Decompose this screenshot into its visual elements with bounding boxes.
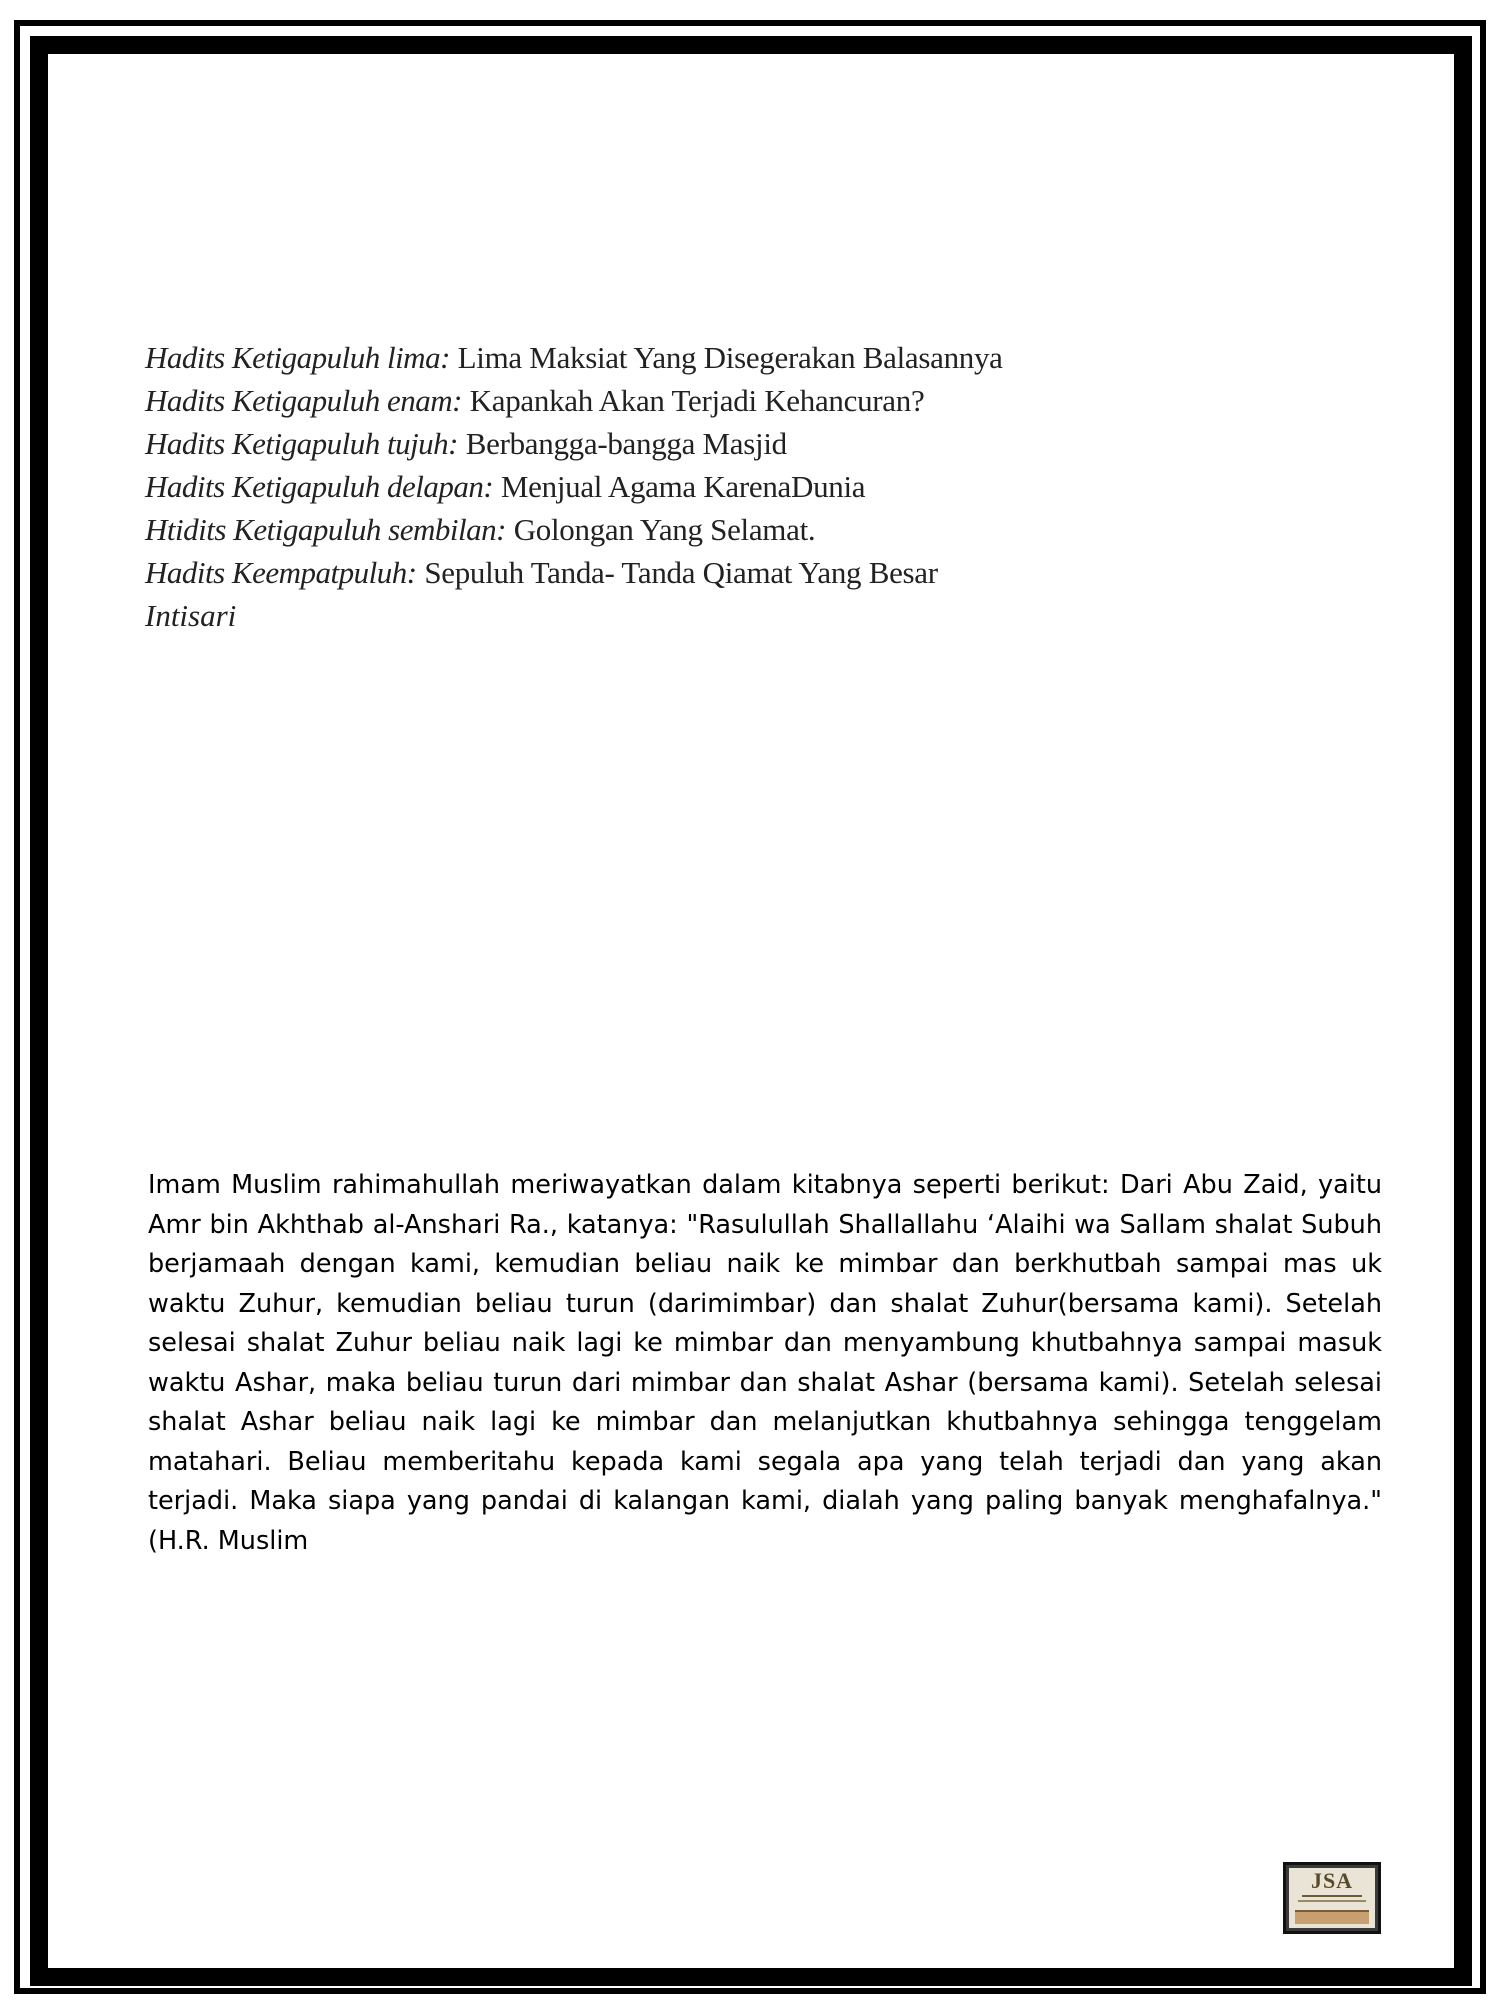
toc-entry (145, 336, 1145, 379)
toc-entry-title: Sepuluh Tanda- Tanda Qiamat Yang Besar (424, 555, 938, 590)
toc-entry-label: Hadits Ketigapuluh lima: (145, 340, 450, 375)
logo-text: JSA (1310, 1868, 1354, 1893)
toc-entry-label: Hadits Ketigapuluh tujuh: (145, 426, 458, 461)
toc-intisari: Intisari (145, 598, 237, 633)
toc-entry (145, 551, 1145, 594)
toc-entry-title: Golongan Yang Selamat. (513, 512, 816, 547)
toc-entry-label: Htidits Ketigapuluh sembilan: (145, 512, 506, 547)
toc-entry (145, 508, 1145, 551)
body-paragraph: Imam Muslim rahimahullah meriwayatkan dalam kitabnya seperti berikut: Dari Abu Zaid, yaitu Amr bin Akhthab al-Anshari Ra., katanya: "Rasulullah Shallallahu ‘Alaihi wa Sallam shalat Subuh berjamaah dengan kami, kemudian beliau naik ke mimbar dan berkhutbah sampai mas uk waktu Zuhur, kemudian beliau turun (darimimbar) dan shalat Zuhur(bersama kami). Setelah selesai shalat Zuhur beliau naik lagi ke mimbar dan menyambung khutbahnya sampai masuk waktu Ashar, maka beliau turun dari mimbar dan shalat Ashar (bersama kami). Setelah selesai shalat Ashar beliau naik lagi ke mimbar dan melanjutkan khutbahnya sehingga tenggelam matahari. Beliau memberitahu kepada kami segala apa yang telah terjadi dan yang akan terjadi. Maka siapa yang pandai di kalangan kami, dialah yang paling banyak menghafalnya." (H.R. Muslim (148, 1170, 1382, 1556)
toc-entry-title: Berbangga-bangga Masjid (465, 426, 787, 461)
toc-entry-label: Hadits Keempatpuluh: (145, 555, 417, 590)
page-inner-border (30, 36, 1472, 1986)
toc-entry-title: Menjual Agama KarenaDunia (500, 469, 866, 504)
laptop-icon (1295, 1910, 1369, 1924)
jsa-logo (1283, 1862, 1381, 1934)
toc-entry (145, 422, 1145, 465)
toc-entry-label: Hadits Ketigapuluh enam: (145, 383, 462, 418)
toc-entry (145, 465, 1145, 508)
table-of-contents (145, 336, 1145, 637)
toc-entry-label: Hadits Ketigapuluh delapan: (145, 469, 494, 504)
toc-entry-title: Lima Maksiat Yang Disegerakan Balasannya (457, 340, 1003, 375)
toc-entry-title: Kapankah Akan Terjadi Kehancuran? (469, 383, 925, 418)
toc-entry (145, 379, 1145, 422)
